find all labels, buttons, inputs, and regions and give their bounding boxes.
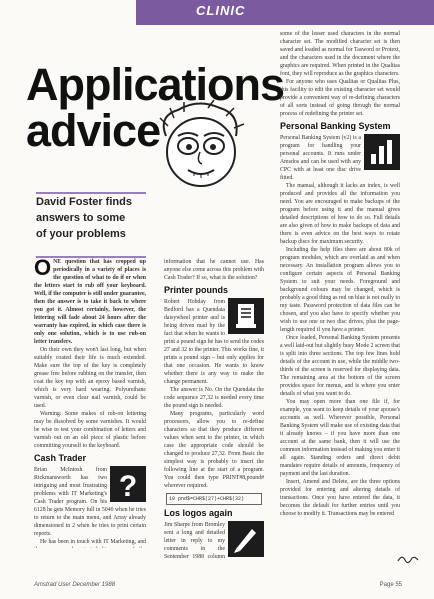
headline: Applications advice — [26, 59, 285, 156]
svg-text:?: ? — [118, 470, 138, 502]
body-paragraph: The answer is No. On the Quendata the code sequence 27,32 is needed every time the pound sign is needed. — [164, 387, 264, 409]
bar-graph-icon — [364, 134, 400, 170]
body-paragraph: Once loaded, Personal Banking System presents a well laid-out but slightly busy Mode 2 screen that is split into three sections. The top few lines hold details of the account in use, while the middle two-thirds of the screen is reserved for displaying data. The remaining area at the bottom of the screen provides space for menus, and is where you enter details of what you want to do. — [280, 335, 400, 397]
page-footer — [34, 582, 402, 592]
page-number: Page 55 — [379, 582, 402, 588]
body-paragraph: He has been in touch with IT Marketing, and — [40, 539, 146, 545]
body-paragraph: some of the lesser used characters in the normal character set. The modified character set is then saved and loaded as normal for Tasword or Protext, and the characters used in the document where the graphics are required. When printed in the Qualitas font, they will reproduce as the graphics characters. — [280, 31, 400, 77]
body-paragraph: On their own they won't last long, but when suitably coated their life is much extended. Make sure the top of the key is completely grease free before rubbing on the transfer, then coat the key top with an epoxy based varnish, which is very hard wearing. Polyurethane varnish, or even clear nail varnish, could be used. — [34, 347, 146, 409]
body-paragraph: Including the help files there are about 80k of program modules, which are overlaid as and when necessary. An installation program allows you to configure certain aspects of Personal Banking System to suit your needs. Foreground and background colours may be changed, which is probably a good thing as red on blue is not really to my taste. Password protection of data files can be chosen, and you also have to specify whether you wish to use one or two disc drives, plus the page-length required if you have a printer. — [280, 247, 400, 333]
section-banner — [136, 0, 434, 25]
lead-paragraph: NE question that has cropped up periodically in a variety of places is the question of what to do if or when the letters start to rub off your keyboard. Well, if the computer is still under guarantee, then the answer is to take it back to where you got it. Almost certainly, however, the lettering will fade about 24 hours after the warranty has expired, in which case there is only one solution, which is to use rub-on letter transfers. — [34, 259, 146, 345]
standfirst — [36, 192, 146, 258]
body-paragraph: You may open more than one file if, for example, you want to keep details of your spouse's accounts as well. Wherever possible, Personal Banking System will make use of existing data that it already knows – if you have more than one account at the same bank, then it will use the common information instead of making you enter it all again. Standing orders and direct debit mandates require details of amounts, frequency of payment and the last duration. — [280, 399, 400, 477]
article-column-1 — [34, 258, 146, 548]
standfirst-line: answers to some — [36, 212, 126, 224]
body-paragraph: For anyone who uses Qualitas or Qualitas Plus, this facility to edit the existing character set would provide a convenient way of re-defining characters of all sorts instead of going through the normal process of redefining the printer set. — [280, 79, 400, 117]
cartoon-face-illustration — [148, 96, 254, 192]
subheading-los-logos: Los logos again — [164, 508, 233, 518]
subheading-personal-banking: Personal Banking System — [280, 121, 391, 131]
printer-page-icon — [228, 298, 264, 334]
code-listing: 10 pnd$=CHR$(27)+CHR$(32) — [166, 493, 262, 505]
body-paragraph: Jim Sharpe from Bromley sent a long and detailed letter in reply to my comments in the September 1988 column — [164, 522, 225, 558]
logo-pen-icon — [228, 521, 264, 557]
footer-publication: Amstrad User December 1988 — [34, 582, 116, 588]
section-label: CLINIC — [196, 3, 246, 18]
body-paragraph: Robert Hobday from Bedford has a Quendata daisywheel printer and is being driven mad by the fact that when he wants to print a pound sign he has to send the codes 27 and 32 to the printer. This works fine, it prints a pound sign – but only applies for that one occasion. He wants to know whether there is any way to make the change permanent. — [164, 299, 264, 385]
body-paragraph: Insert, Amend and Delete, are the three options provided for entering and altering details of transactions. Once you have entered the data, it becomes the default for further entries until you choose to modify it. Transactions may be entered — [280, 479, 400, 517]
body-paragraph: information that he cannot use. Has anyone else come across this problem with Cash Trader? If so, what is the solution? — [164, 259, 264, 281]
standfirst-line: David Foster finds — [36, 196, 132, 208]
signature-icon — [396, 552, 420, 564]
body-paragraph: Personal Banking System (v2) is a program for handling your personal accounts. It runs under Amsdos and can be used with any CPC with at least one disc drive fitted. — [280, 135, 361, 181]
article-column-3 — [280, 30, 400, 560]
article-column-2 — [164, 258, 264, 558]
subheading-printer-pounds: Printer pounds — [164, 285, 229, 295]
body-paragraph: Warning: Some makes of rub-on lettering may be dissolved by some varnishes. It would be wise to test your combination of letters and varnish out on an old piece of plastic before committing yourself to the keyboard. — [34, 411, 146, 449]
drop-cap: O — [34, 258, 52, 280]
subheading-cash-trader: Cash Trader — [34, 453, 87, 463]
body-paragraph: Many programs, particularly word processors, allow you to re-define characters so that they produce different values when sent to the printer, in which case the appropriate code should be changed to produce 27,32. From Basic the simplest way is probably to insert the following line at the start of a program. You could then type PRINT#8,pound# wherever required. — [164, 411, 264, 489]
question-mark-icon — [110, 466, 146, 502]
body-paragraph: The manual, although it lacks an index, is well produced and provides all the information you need. You are encouraged to make backups of the program before using it and the manual gives detailed descriptions of how to do so. Full details are also given of how to make backups of data and there is even advice on the best ways to rotate backup discs for maximum security. — [280, 183, 400, 245]
body-paragraph: Brian McIntosh from Rickmansworth has two intriguing and most frustrating problems with IT Marketing's Cash Trader program. On his 6128 he gets Memory full in 5040 when he tries to return to the main menu, and Array already dimensioned in 2 when he tries to print certain reports. — [34, 467, 146, 537]
standfirst-line: of your problems — [36, 228, 126, 240]
